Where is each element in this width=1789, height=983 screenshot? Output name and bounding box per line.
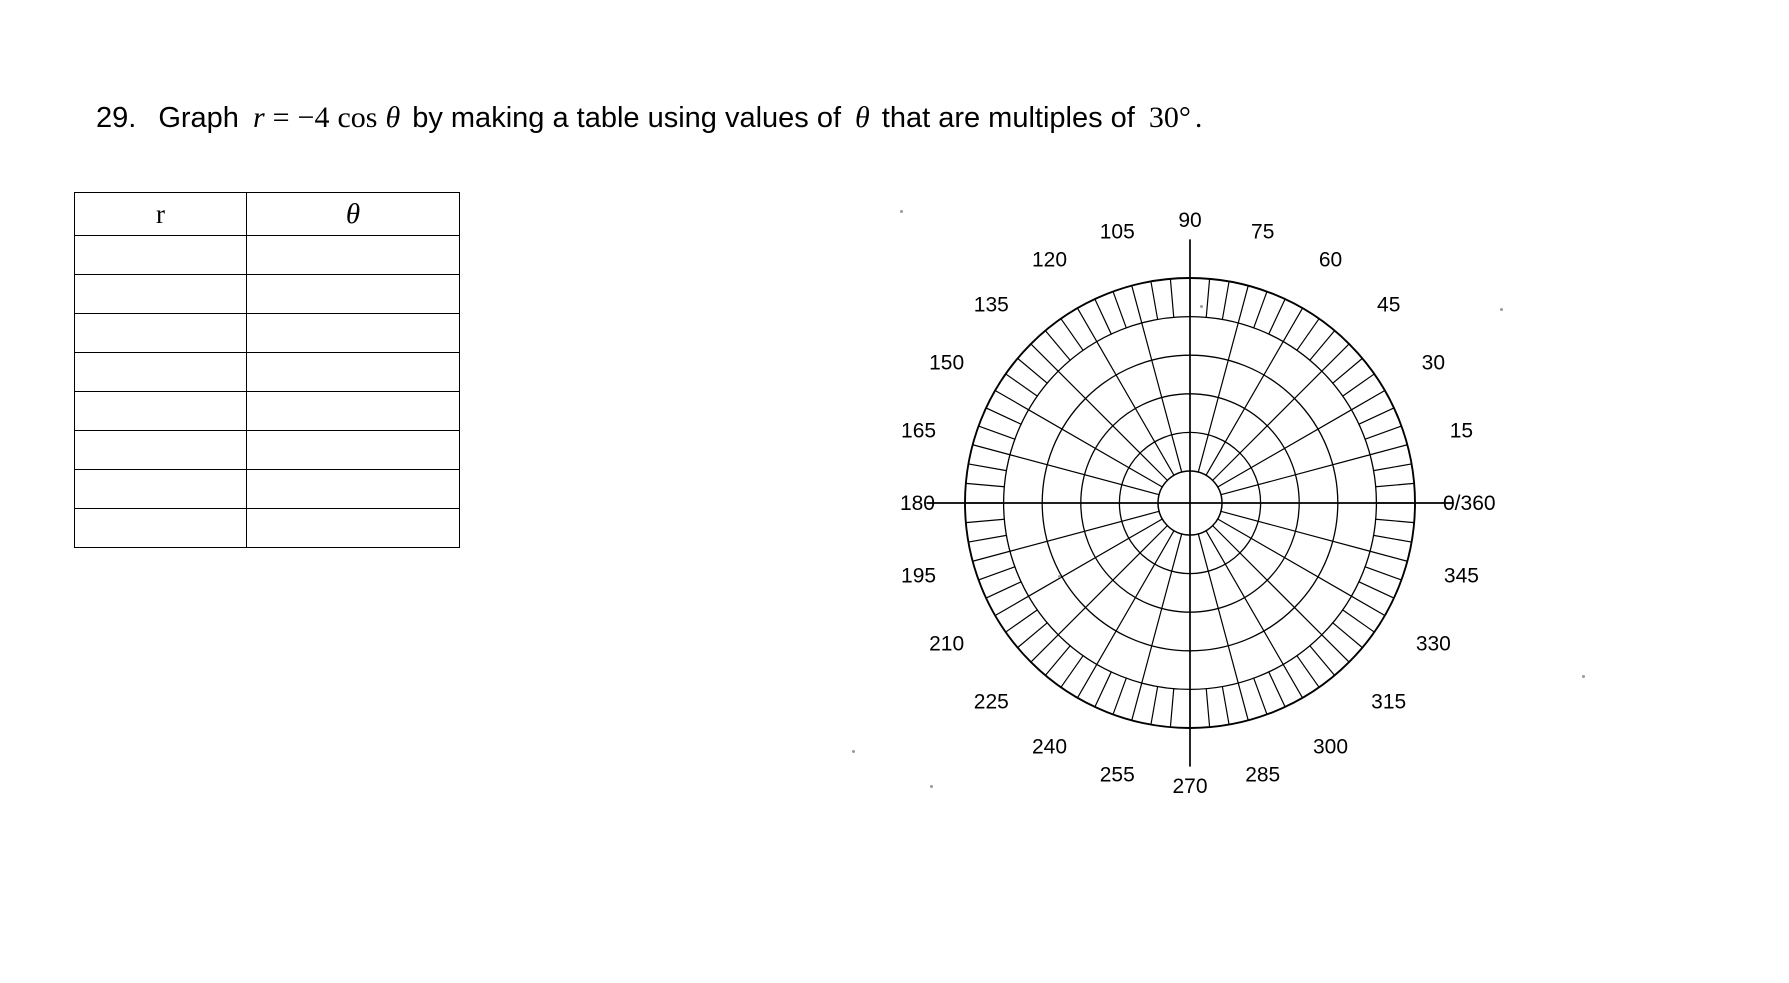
polar-angle-label: 75 <box>1251 220 1275 244</box>
equation-coefficient: −4 <box>297 101 330 134</box>
table-row[interactable] <box>75 314 460 353</box>
table-row[interactable] <box>75 392 460 431</box>
table-header-row <box>75 193 460 236</box>
problem-period: . <box>1194 101 1203 134</box>
table-row[interactable] <box>75 431 460 470</box>
table-header-theta: θ <box>247 193 460 236</box>
problem-degrees: 30° <box>1148 101 1191 134</box>
paper-speck <box>852 750 855 753</box>
cell-r[interactable] <box>75 353 247 392</box>
equation-theta: θ <box>385 101 401 134</box>
polar-grid-svg <box>840 185 1600 845</box>
polar-angle-label: 285 <box>1245 763 1281 787</box>
polar-angle-label: 315 <box>1371 690 1407 714</box>
cell-theta[interactable] <box>247 392 460 431</box>
problem-verb: Graph <box>158 102 239 134</box>
cell-r[interactable] <box>75 431 247 470</box>
cell-theta[interactable] <box>247 509 460 548</box>
polar-angle-label: 240 <box>1031 735 1068 759</box>
problem-text-middle: by making a table using values of <box>412 102 842 134</box>
paper-speck <box>900 210 903 213</box>
problem-theta-variable: θ <box>855 101 870 134</box>
cell-r[interactable] <box>75 509 247 548</box>
cell-r[interactable] <box>75 470 247 509</box>
cell-r[interactable] <box>75 275 247 314</box>
equation-lhs: r <box>252 101 265 134</box>
cell-theta[interactable] <box>247 353 460 392</box>
equation-cosine: cos <box>337 101 378 134</box>
problem-number: 29. <box>96 102 137 134</box>
polar-angle-label: 270 <box>1172 775 1208 798</box>
cell-theta[interactable] <box>247 314 460 353</box>
problem-text-end: that are multiples of <box>881 102 1135 134</box>
polar-angle-label: 45 <box>1377 293 1401 317</box>
polar-angle-label: 105 <box>1099 220 1135 244</box>
polar-angle-label: 135 <box>973 293 1009 317</box>
paper-speck <box>930 785 933 788</box>
polar-angle-label: 90 <box>1178 209 1202 232</box>
problem-statement <box>96 100 1202 136</box>
cell-theta[interactable] <box>247 470 460 509</box>
paper-speck <box>1500 308 1503 311</box>
paper-speck <box>1058 575 1061 578</box>
table-row[interactable] <box>75 353 460 392</box>
cell-theta[interactable] <box>247 275 460 314</box>
polar-angle-label: 255 <box>1099 763 1135 787</box>
cell-r[interactable] <box>75 392 247 431</box>
polar-angle-label: 120 <box>1031 248 1068 272</box>
polar-angle-label: 165 <box>901 419 937 443</box>
polar-angle-label: 0/360 <box>1443 492 1496 515</box>
cell-theta[interactable] <box>247 236 460 275</box>
table-header-r: r <box>75 193 247 236</box>
polar-angle-label: 300 <box>1312 735 1349 759</box>
table-row[interactable] <box>75 275 460 314</box>
cell-r[interactable] <box>75 236 247 275</box>
polar-angle-label: 180 <box>899 492 935 515</box>
polar-angle-label: 15 <box>1449 419 1474 443</box>
polar-grid-figure <box>840 185 1600 845</box>
answer-table <box>74 192 460 548</box>
polar-angle-label: 150 <box>929 351 965 375</box>
polar-angle-label: 225 <box>973 690 1009 714</box>
polar-angle-label: 330 <box>1415 632 1451 656</box>
polar-angle-label: 60 <box>1318 248 1343 272</box>
cell-r[interactable] <box>75 314 247 353</box>
equation-equals: = <box>272 101 290 134</box>
paper-speck <box>1582 675 1585 678</box>
table-row[interactable] <box>75 509 460 548</box>
table-row[interactable] <box>75 236 460 275</box>
table-row[interactable] <box>75 470 460 509</box>
cell-theta[interactable] <box>247 431 460 470</box>
polar-angle-label: 30 <box>1421 351 1446 375</box>
polar-angle-label: 345 <box>1443 564 1479 588</box>
polar-angle-label: 195 <box>901 564 937 588</box>
polar-angle-label: 210 <box>929 632 965 656</box>
paper-speck <box>1200 305 1203 308</box>
